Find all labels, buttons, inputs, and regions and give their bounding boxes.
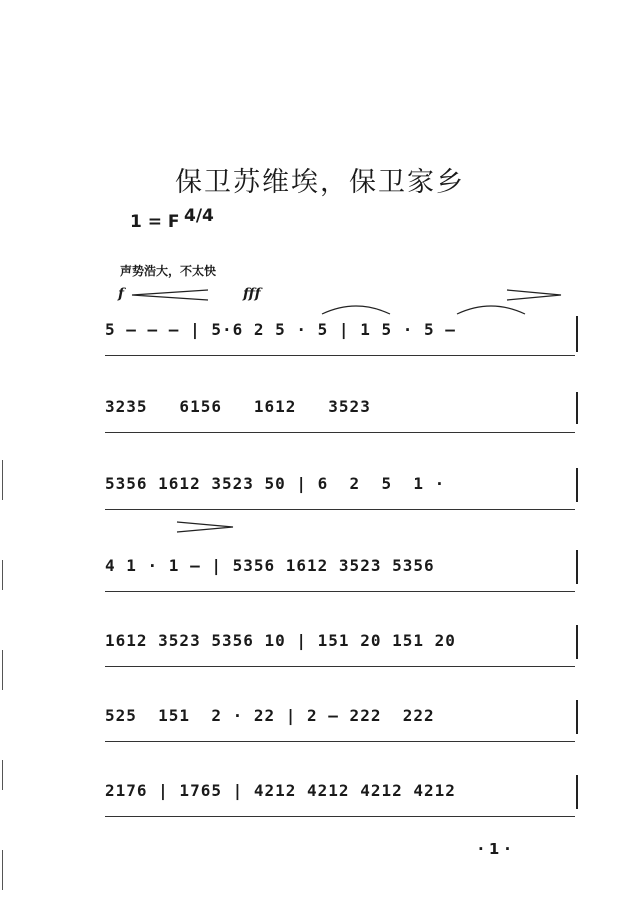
notation-row-5: 1612 3523 5356 10 | 151 20 151 20 — [105, 631, 575, 661]
barline — [576, 625, 578, 659]
decrescendo-hairpin — [175, 520, 235, 534]
notation-row-7: 2176 | 1765 | 4212 4212 4212 4212 — [105, 781, 575, 811]
barline — [576, 700, 578, 734]
notation-row-2: 3235 6156 1612 3523 — [105, 397, 575, 427]
notation-row-4: 4 1 · 1 — | 5356 1612 3523 5356 — [105, 556, 575, 586]
barline — [576, 775, 578, 809]
key-signature: 1 = F — [130, 212, 180, 232]
scan-edge-mark — [2, 460, 3, 500]
crescendo-hairpin — [130, 288, 210, 302]
barline — [576, 550, 578, 584]
time-signature: 4/4 — [184, 206, 214, 226]
page-number: · 1 · — [478, 840, 511, 858]
dynamic-mark-fff: fff — [243, 286, 261, 302]
scan-edge-mark — [2, 560, 3, 590]
barline — [576, 468, 578, 502]
notation-row-3: 5356 1612 3523 50 | 6 2 5 1 · — [105, 474, 575, 504]
tempo-marking: 声势浩大，不太快 — [120, 264, 217, 278]
barline — [576, 392, 578, 424]
notation-row-6: 525 151 2 · 22 | 2 — 222 222 — [105, 706, 575, 736]
song-title: 保卫苏维埃，保卫家乡 — [175, 167, 465, 198]
scan-edge-mark — [2, 650, 3, 690]
scan-edge-mark — [2, 760, 3, 790]
slur-mark — [320, 300, 392, 316]
scan-edge-mark — [2, 850, 3, 890]
dynamic-mark-f: f — [118, 286, 125, 302]
barline — [576, 316, 578, 352]
slur-mark — [455, 300, 527, 316]
notation-row-1: 5 — — — | 5·6 2 5 · 5 | 1 5 · 5 — — [105, 320, 575, 350]
